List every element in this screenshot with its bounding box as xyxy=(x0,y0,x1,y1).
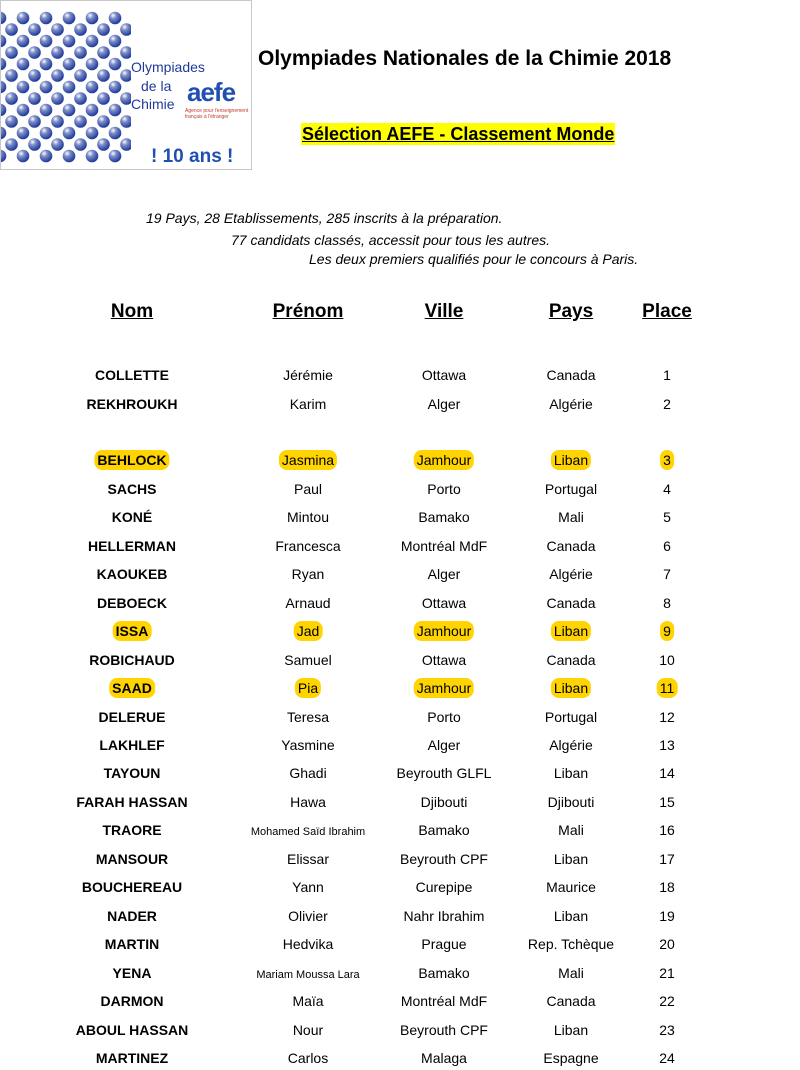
cell-pays: Liban xyxy=(551,678,591,698)
cell-nom: TRAORE xyxy=(102,822,162,839)
cell-nom: SACHS xyxy=(107,480,157,497)
table-row xyxy=(0,450,800,472)
cell-place: 23 xyxy=(659,1021,675,1038)
sphere-icon xyxy=(86,104,99,117)
sphere-icon xyxy=(5,138,18,151)
cell-ville: Montréal MdF xyxy=(400,993,488,1010)
sphere-icon xyxy=(109,104,122,117)
page-subtitle: Sélection AEFE - Classement Monde xyxy=(302,124,615,144)
sphere-icon xyxy=(86,35,99,48)
sphere-icon xyxy=(40,58,53,71)
cell-nom: KAOUKEB xyxy=(96,566,168,583)
cell-place: 16 xyxy=(659,822,675,839)
sphere-icon xyxy=(40,150,53,163)
sphere-icon xyxy=(86,81,99,94)
table-row xyxy=(0,365,800,387)
sphere-icon xyxy=(120,46,131,59)
sphere-icon xyxy=(1,127,6,140)
sphere-icon xyxy=(97,92,110,105)
cell-nom: DARMON xyxy=(100,993,164,1010)
cell-prenom: Yann xyxy=(292,879,324,896)
sphere-icon xyxy=(120,138,131,151)
sphere-icon xyxy=(28,46,41,59)
cell-place: 4 xyxy=(663,480,671,497)
cell-ville: Alger xyxy=(427,737,461,753)
sphere-icon xyxy=(97,115,110,128)
cell-pays: Rep. Tchèque xyxy=(527,936,615,953)
cell-place: 22 xyxy=(659,993,675,1010)
cell-ville: Ottawa xyxy=(421,594,467,611)
sphere-icon xyxy=(40,35,53,48)
cell-ville: Nahr Ibrahim xyxy=(403,907,485,924)
sphere-icon xyxy=(74,23,87,36)
table-row xyxy=(0,536,800,558)
cell-nom: HELLERMAN xyxy=(88,537,176,554)
cell-prenom: Mintou xyxy=(286,509,330,526)
sphere-icon xyxy=(120,115,131,128)
table-row xyxy=(0,479,800,501)
table-row xyxy=(0,877,800,899)
cell-pays: Portugal xyxy=(544,708,598,725)
table-row xyxy=(0,650,800,672)
sphere-icon xyxy=(40,104,53,117)
table-row xyxy=(0,621,800,643)
cell-place: 1 xyxy=(663,367,671,383)
cell-place: 14 xyxy=(659,765,675,782)
sphere-icon xyxy=(109,81,122,94)
sphere-icon xyxy=(63,104,76,117)
cell-nom: NADER xyxy=(107,907,157,924)
sphere-icon xyxy=(74,92,87,105)
cell-place: 24 xyxy=(659,1050,675,1066)
cell-nom: BOUCHEREAU xyxy=(81,879,183,896)
sphere-icon xyxy=(63,81,76,94)
cell-prenom: Teresa xyxy=(286,708,330,725)
page-title: Olympiades Nationales de la Chimie 2018 xyxy=(258,47,672,70)
sphere-icon xyxy=(1,12,6,25)
cell-pays: Liban xyxy=(553,907,589,924)
sphere-icon xyxy=(5,92,18,105)
table-row xyxy=(0,792,800,814)
cell-prenom: Maïa xyxy=(292,993,324,1010)
sphere-icon xyxy=(74,115,87,128)
sphere-icon xyxy=(86,58,99,71)
sphere-icon xyxy=(17,150,30,163)
cell-nom: DELERUE xyxy=(98,708,166,725)
sphere-icon xyxy=(74,46,87,59)
cell-pays: Algérie xyxy=(549,395,593,412)
intro-line-2: 77 candidats classés, accessit pour tous les autres. xyxy=(231,232,551,248)
cell-nom: TAYOUN xyxy=(103,765,161,782)
olympiades-logo xyxy=(0,0,252,170)
cell-prenom: Arnaud xyxy=(285,594,331,611)
cell-place: 2 xyxy=(663,395,671,412)
cell-place: 6 xyxy=(663,537,671,554)
sphere-icon xyxy=(40,127,53,140)
cell-pays: Mali xyxy=(558,964,584,981)
cell-nom: ABOUL HASSAN xyxy=(75,1021,189,1038)
sphere-icon xyxy=(51,115,64,128)
cell-place: 15 xyxy=(659,793,675,810)
sphere-icon xyxy=(86,150,99,163)
sphere-icon xyxy=(17,35,30,48)
cell-pays: Canada xyxy=(546,594,596,611)
sphere-icon xyxy=(5,69,18,82)
cell-place: 7 xyxy=(663,566,671,583)
sphere-icon xyxy=(74,69,87,82)
table-row xyxy=(0,820,800,842)
cell-prenom: Samuel xyxy=(284,651,332,668)
cell-pays: Liban xyxy=(551,450,591,470)
table-row xyxy=(0,963,800,985)
table-row xyxy=(0,763,800,785)
cell-ville: Jamhour xyxy=(414,678,474,698)
cell-pays: Canada xyxy=(546,993,596,1010)
cell-ville: Ottawa xyxy=(421,367,467,383)
cell-nom: SAAD xyxy=(109,678,155,698)
cell-ville: Porto xyxy=(427,480,461,497)
cell-ville: Beyrouth CPF xyxy=(400,1021,488,1038)
sphere-icon xyxy=(28,138,41,151)
cell-nom: ISSA xyxy=(113,621,152,641)
sphere-icon xyxy=(5,115,18,128)
anniversary-text: ! 10 ans ! xyxy=(151,146,234,167)
sphere-icon xyxy=(109,12,122,25)
table-row xyxy=(0,934,800,956)
cell-pays: Liban xyxy=(553,850,589,867)
sphere-icon xyxy=(63,127,76,140)
logo-text-olympiades: Olympiades xyxy=(131,59,205,75)
cell-ville: Malaga xyxy=(421,1050,467,1066)
cell-pays: Djibouti xyxy=(547,793,595,810)
cell-nom: MARTIN xyxy=(104,936,160,953)
column-header-ville: Ville xyxy=(424,301,464,322)
cell-nom: BEHLOCK xyxy=(94,450,169,470)
sphere-icon xyxy=(51,69,64,82)
sphere-icon xyxy=(74,138,87,151)
table-row xyxy=(0,991,800,1013)
sphere-icon xyxy=(17,127,30,140)
cell-ville: Jamhour xyxy=(414,450,474,470)
cell-prenom: Mariam Moussa Lara xyxy=(256,968,360,981)
aefe-tagline: Agence pour l'enseignement français à l'étranger xyxy=(185,108,249,120)
cell-ville: Jamhour xyxy=(414,621,474,641)
cell-prenom: Nour xyxy=(292,1021,324,1038)
cell-place: 3 xyxy=(660,450,674,470)
logo-text-chimie: Chimie xyxy=(131,96,175,112)
sphere-icon xyxy=(109,35,122,48)
sphere-icon xyxy=(63,12,76,25)
sphere-icon xyxy=(1,104,6,117)
cell-ville: Ottawa xyxy=(421,651,467,668)
sphere-icon xyxy=(5,46,18,59)
cell-place: 5 xyxy=(663,509,671,526)
cell-place: 11 xyxy=(657,678,678,698)
cell-place: 12 xyxy=(659,708,675,725)
cell-ville: Alger xyxy=(427,566,461,583)
cell-pays: Canada xyxy=(546,367,596,383)
sphere-icon xyxy=(51,46,64,59)
cell-pays: Espagne xyxy=(543,1050,599,1066)
cell-place: 10 xyxy=(659,651,675,668)
cell-place: 13 xyxy=(659,737,675,753)
sphere-icon xyxy=(28,69,41,82)
logo-text-de-la: de la xyxy=(141,78,172,94)
intro-line-3: Les deux premiers qualifiés pour le concours à Paris. xyxy=(309,251,639,267)
sphere-icon xyxy=(40,81,53,94)
sphere-icon xyxy=(17,58,30,71)
sphere-icon xyxy=(63,35,76,48)
sphere-icon xyxy=(5,23,18,36)
cell-prenom: Jérémie xyxy=(283,367,333,383)
cell-ville: Curepipe xyxy=(415,879,473,896)
cell-prenom: Francesca xyxy=(275,537,341,554)
sphere-icon xyxy=(63,150,76,163)
cell-place: 9 xyxy=(660,621,674,641)
cell-pays: Algérie xyxy=(549,737,593,753)
cell-place: 21 xyxy=(659,964,675,981)
column-header-place: Place xyxy=(642,301,692,322)
table-row xyxy=(0,564,800,586)
sphere-icon xyxy=(28,115,41,128)
sphere-icon xyxy=(120,92,131,105)
cell-pays: Algérie xyxy=(549,566,593,583)
sphere-icon xyxy=(63,58,76,71)
sphere-icon xyxy=(51,23,64,36)
cell-nom: ROBICHAUD xyxy=(89,651,175,668)
column-header-nom: Nom xyxy=(110,301,154,322)
table-row xyxy=(0,1020,800,1042)
sphere-icon xyxy=(109,150,122,163)
cell-ville: Bamako xyxy=(418,509,470,526)
sphere-icon xyxy=(51,92,64,105)
cell-nom: LAKHLEF xyxy=(99,737,165,753)
sphere-icon xyxy=(97,46,110,59)
cell-pays: Liban xyxy=(553,765,589,782)
sphere-icon xyxy=(51,138,64,151)
table-row xyxy=(0,507,800,529)
cell-place: 18 xyxy=(659,879,675,896)
molecule-spheres-icon xyxy=(1,1,131,171)
cell-prenom: Jad xyxy=(294,621,323,641)
cell-prenom: Hawa xyxy=(290,793,326,810)
sphere-icon xyxy=(1,150,6,163)
cell-prenom: Elissar xyxy=(286,850,330,867)
cell-pays: Mali xyxy=(558,509,584,526)
cell-pays: Mali xyxy=(558,822,584,839)
sphere-icon xyxy=(40,12,53,25)
table-row xyxy=(0,906,800,928)
cell-pays: Maurice xyxy=(546,879,596,896)
cell-pays: Canada xyxy=(546,537,596,554)
sphere-icon xyxy=(109,58,122,71)
cell-prenom: Jasmina xyxy=(279,450,337,470)
aefe-logo: aefe xyxy=(187,77,236,107)
cell-nom: FARAH HASSAN xyxy=(76,793,188,810)
intro-line-1: 19 Pays, 28 Etablissements, 285 inscrits à la préparation. xyxy=(146,210,503,226)
cell-prenom: Pia xyxy=(295,678,321,698)
cell-prenom: Ryan xyxy=(291,566,325,583)
sphere-icon xyxy=(28,23,41,36)
cell-prenom: Olivier xyxy=(288,907,328,924)
sphere-icon xyxy=(1,35,6,48)
sphere-icon xyxy=(28,92,41,105)
sphere-icon xyxy=(17,104,30,117)
cell-ville: Montréal MdF xyxy=(400,537,488,554)
table-row xyxy=(0,707,800,729)
table-row xyxy=(0,394,800,416)
cell-pays: Liban xyxy=(551,621,591,641)
cell-pays: Canada xyxy=(546,651,596,668)
sphere-icon xyxy=(97,69,110,82)
cell-prenom: Yasmine xyxy=(281,737,335,753)
sphere-icon xyxy=(17,81,30,94)
column-header-prenom: Prénom xyxy=(272,301,344,322)
cell-nom: MARTINEZ xyxy=(95,1050,169,1066)
cell-ville: Alger xyxy=(427,395,461,412)
table-row xyxy=(0,735,800,757)
cell-ville: Porto xyxy=(427,708,461,725)
cell-ville: Bamako xyxy=(418,822,470,839)
cell-nom: YENA xyxy=(112,964,152,981)
sphere-icon xyxy=(97,138,110,151)
cell-place: 17 xyxy=(659,850,675,867)
sphere-icon xyxy=(109,127,122,140)
cell-ville: Bamako xyxy=(418,964,470,981)
cell-ville: Beyrouth GLFL xyxy=(396,765,492,782)
cell-nom: REKHROUKH xyxy=(86,395,178,412)
cell-pays: Liban xyxy=(553,1021,589,1038)
sphere-icon xyxy=(1,58,6,71)
cell-prenom: Paul xyxy=(293,480,323,497)
table-row xyxy=(0,678,800,700)
cell-nom: DEBOECK xyxy=(96,594,168,611)
cell-prenom: Ghadi xyxy=(289,765,327,782)
sphere-icon xyxy=(86,12,99,25)
cell-ville: Prague xyxy=(421,936,467,953)
cell-nom: KONÉ xyxy=(111,509,153,526)
table-row xyxy=(0,1048,800,1070)
cell-prenom: Carlos xyxy=(287,1050,329,1066)
sphere-icon xyxy=(1,81,6,94)
cell-pays: Portugal xyxy=(544,480,598,497)
sphere-icon xyxy=(120,69,131,82)
cell-place: 19 xyxy=(659,907,675,924)
table-row xyxy=(0,593,800,615)
cell-ville: Djibouti xyxy=(420,793,468,810)
cell-place: 8 xyxy=(663,594,671,611)
cell-nom: MANSOUR xyxy=(95,850,169,867)
cell-ville: Beyrouth CPF xyxy=(400,850,488,867)
cell-place: 20 xyxy=(659,936,675,953)
sphere-icon xyxy=(97,23,110,36)
cell-prenom: Hedvika xyxy=(282,936,334,953)
cell-nom: COLLETTE xyxy=(95,367,169,383)
cell-prenom: Karim xyxy=(289,395,327,412)
column-header-pays: Pays xyxy=(548,301,594,322)
cell-prenom: Mohamed Saïd Ibrahim xyxy=(250,826,366,839)
table-row xyxy=(0,849,800,871)
sphere-icon xyxy=(86,127,99,140)
sphere-icon xyxy=(17,12,30,25)
sphere-icon xyxy=(120,23,131,36)
